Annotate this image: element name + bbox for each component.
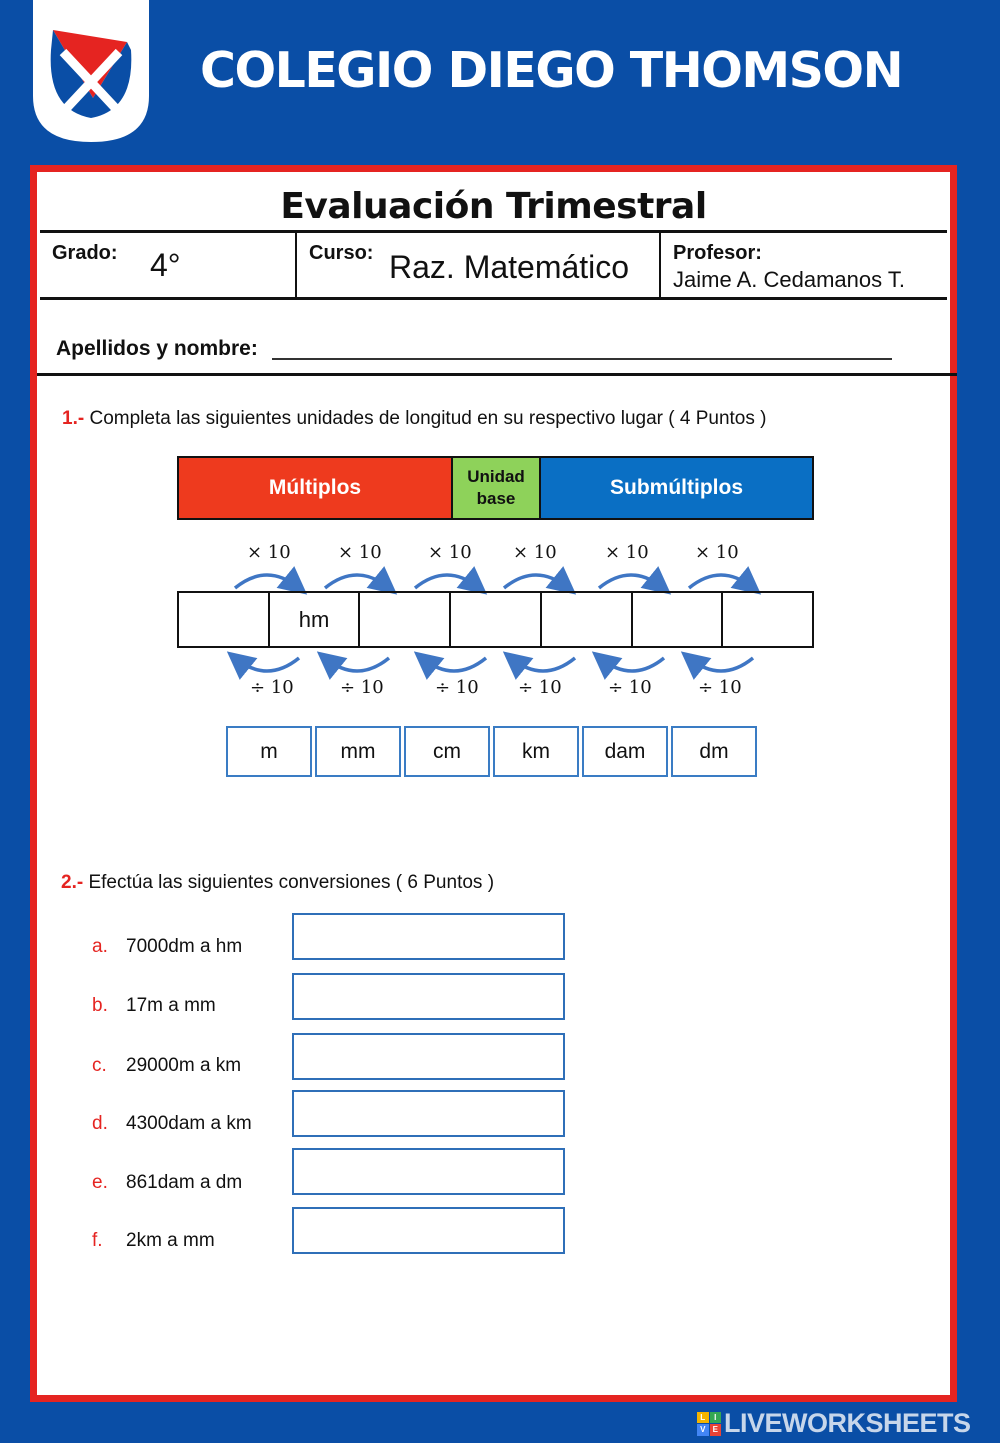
conversion-text: 29000m a km [126, 1055, 242, 1076]
multiply-arrow-icon [235, 575, 299, 588]
grade-value: 4° [150, 247, 181, 283]
units-category-bar [177, 456, 814, 520]
word-bank [226, 726, 757, 777]
course-cell [297, 233, 661, 297]
liveworksheets-watermark [697, 1408, 971, 1439]
logo-letter: E [710, 1424, 722, 1436]
course-value: Raz. Matemático [389, 249, 630, 285]
divide-label-6: ÷ 10 [698, 677, 742, 694]
multiply-label-4: × 10 [513, 542, 557, 563]
conversion-text: 7000dm a hm [126, 936, 243, 957]
divide-label-1: ÷ 10 [250, 677, 294, 694]
answer-input-e[interactable] [292, 1148, 565, 1195]
multiples-segment: Múltiplos [179, 458, 451, 518]
question-1-number: 1.- [62, 408, 85, 429]
base-unit-label-line1: Unidad [467, 466, 525, 486]
conversion-text: 4300dam a km [126, 1113, 252, 1134]
divide-arrows [235, 658, 753, 694]
unit-slot-3[interactable] [360, 593, 451, 646]
page-title: Evaluación Trimestral [280, 186, 707, 227]
question-1-text: Completa las siguientes unidades de longitud en su respectivo lugar ( 4 Puntos ) [89, 408, 767, 429]
word-bank-chip[interactable]: dm [671, 726, 757, 777]
divide-label-2: ÷ 10 [340, 677, 384, 694]
conversion-letter: c. [92, 1055, 107, 1076]
teacher-value: Jaime A. Cedamanos T. [673, 267, 905, 292]
word-bank-chip[interactable]: dam [582, 726, 668, 777]
question-2-number: 2.- [61, 872, 84, 893]
page-header [0, 0, 1000, 165]
multiply-arrow-icon [415, 575, 479, 588]
grade-cell [40, 233, 297, 297]
conversion-text: 2km a mm [126, 1230, 215, 1251]
teacher-cell [661, 233, 947, 297]
answer-input-b[interactable] [292, 973, 565, 1020]
logo-letter: L [697, 1412, 709, 1424]
conversion-text: 861dam a dm [126, 1172, 243, 1193]
conversion-item-c [92, 1055, 241, 1077]
unit-slot-4[interactable] [451, 593, 542, 646]
answer-input-c[interactable] [292, 1033, 565, 1080]
multiply-label-3: × 10 [428, 542, 472, 563]
multiply-label-1: × 10 [247, 542, 291, 563]
multiply-arrow-icon [504, 575, 568, 588]
unit-slot-2: hm [270, 593, 361, 646]
base-unit-segment [451, 458, 541, 518]
unit-slot-7[interactable] [723, 593, 812, 646]
multiply-arrows [235, 542, 753, 588]
divide-label-4: ÷ 10 [518, 677, 562, 694]
conversion-letter: a. [92, 936, 108, 957]
question-2-text: Efectúa las siguientes conversiones ( 6 Puntos ) [88, 872, 495, 893]
student-name-row [37, 300, 957, 376]
answer-input-d[interactable] [292, 1090, 565, 1137]
question-2 [61, 872, 494, 894]
conversion-letter: d. [92, 1113, 108, 1134]
divide-arrow-icon [235, 658, 299, 671]
school-crest-icon [33, 0, 149, 142]
conversion-text: 17m a mm [126, 995, 216, 1016]
teacher-label: Profesor: [673, 242, 762, 264]
info-row [40, 230, 947, 300]
conversion-item-d [92, 1113, 252, 1135]
multiply-label-2: × 10 [338, 542, 382, 563]
conversion-item-e [92, 1172, 242, 1194]
course-label: Curso: [309, 242, 374, 264]
question-1 [62, 408, 766, 430]
student-name-field[interactable] [272, 358, 892, 360]
word-bank-chip[interactable]: m [226, 726, 312, 777]
logo-letter: V [697, 1424, 709, 1436]
multiply-label-6: × 10 [695, 542, 739, 563]
multiply-arrow-icon [325, 575, 389, 588]
divide-arrow-icon [422, 658, 486, 671]
divide-arrow-icon [325, 658, 389, 671]
logo-letter: I [710, 1412, 722, 1424]
unit-slots [177, 591, 814, 648]
unit-slot-5[interactable] [542, 593, 633, 646]
submultiples-segment: Submúltiplos [541, 458, 812, 518]
conversion-letter: e. [92, 1172, 108, 1193]
divide-label-3: ÷ 10 [435, 677, 479, 694]
divide-label-5: ÷ 10 [608, 677, 652, 694]
answer-input-a[interactable] [292, 913, 565, 960]
conversion-item-a [92, 936, 242, 958]
multiply-label-5: × 10 [605, 542, 649, 563]
multiply-arrow-icon [689, 575, 753, 588]
grade-label: Grado: [52, 242, 118, 264]
watermark-text: LIVEWORKSHEETS [724, 1408, 971, 1438]
word-bank-chip[interactable]: km [493, 726, 579, 777]
conversion-letter: b. [92, 995, 108, 1016]
divide-arrow-icon [600, 658, 664, 671]
conversion-letter: f. [92, 1230, 103, 1251]
student-name-label: Apellidos y nombre: [56, 337, 258, 360]
conversion-item-b [92, 995, 216, 1017]
school-name: COLEGIO DIEGO THOMSON [200, 42, 903, 99]
word-bank-chip[interactable]: mm [315, 726, 401, 777]
divide-arrow-icon [511, 658, 575, 671]
answer-input-f[interactable] [292, 1207, 565, 1254]
worksheet [30, 165, 957, 1402]
liveworksheets-logo-icon [697, 1412, 721, 1436]
unit-slot-1[interactable] [179, 593, 270, 646]
word-bank-chip[interactable]: cm [404, 726, 490, 777]
conversion-item-f [92, 1230, 215, 1252]
unit-slot-6[interactable] [633, 593, 724, 646]
multiply-arrow-icon [599, 575, 663, 588]
divide-arrow-icon [689, 658, 753, 671]
base-unit-label-line2: base [476, 489, 516, 508]
